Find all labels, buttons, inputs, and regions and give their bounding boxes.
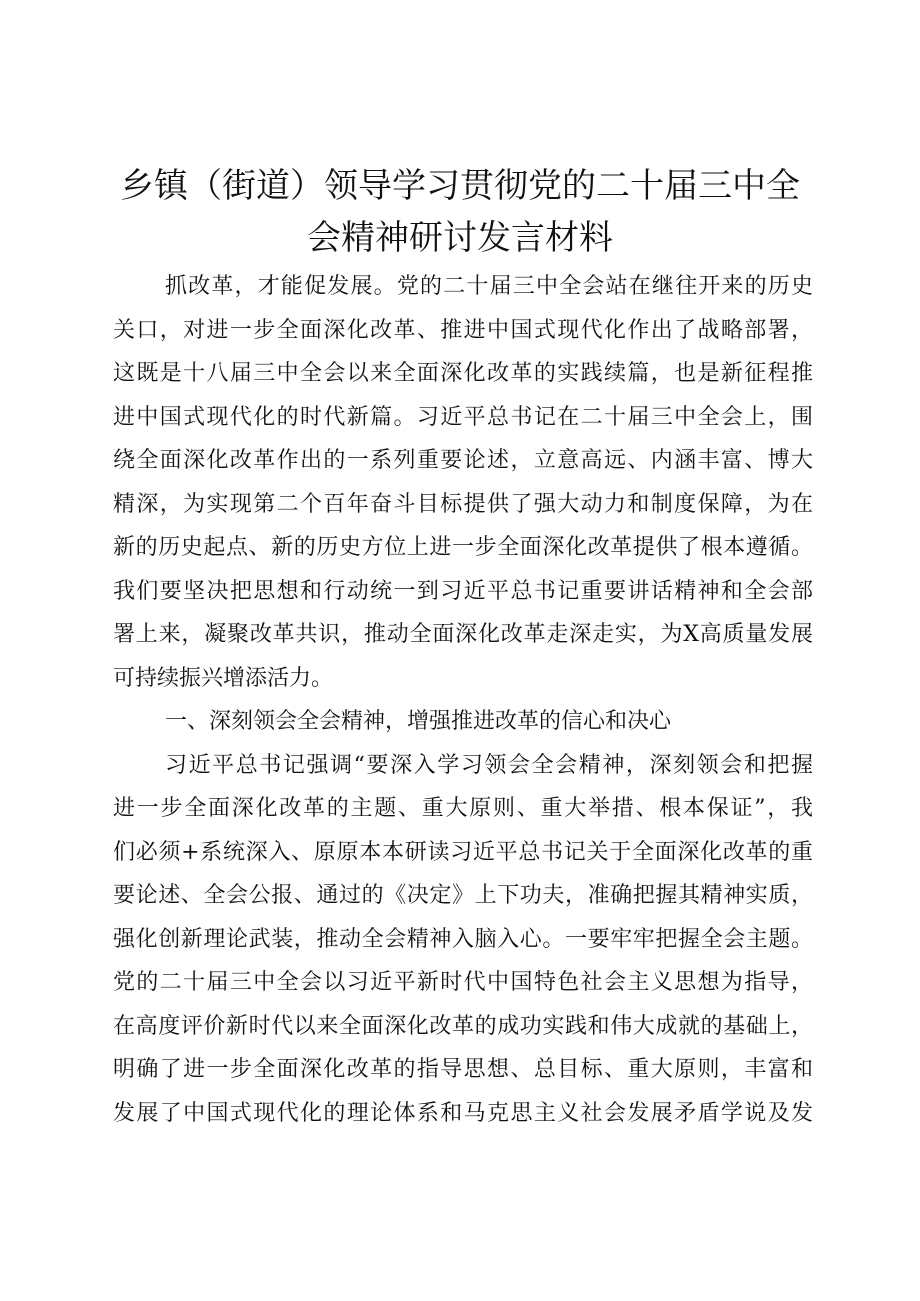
paragraph-1-line: 署上来，凝聚改革共识，推动全面深化改革走深走实，为X高质量发展 (113, 622, 813, 647)
paragraph-1-line: 新的历史起点、新的历史方位上进一步全面深化改革提供了根本遵循。 (113, 535, 813, 560)
paragraph-1-line: 精深，为实现第二个百年奋斗目标提供了强大动力和制度保障，为在 (113, 492, 813, 517)
paragraph-2-line: 强化创新理论武装，推动全会精神入脑入心。一要牢牢把握全会主题。 (113, 927, 813, 952)
paragraph-2-line: 习近平总书记强调“要深入学习领会全会精神，深刻领会和把握 (165, 753, 813, 778)
paragraph-1-line: 抓改革，才能促发展。党的二十届三中全会站在继往开来的历史 (165, 274, 813, 299)
paragraph-2-line: 们必须+系统深入、原原本本研读习近平总书记关于全面深化改革的重 (113, 840, 813, 865)
document-title-line-1: 乡镇（街道）领导学习贯彻党的二十届三中全 (120, 166, 800, 206)
paragraph-2-line: 在高度评价新时代以来全面深化改革的成功实践和伟大成就的基础上， (113, 1014, 813, 1039)
paragraph-1-line: 进中国式现代化的时代新篇。习近平总书记在二十届三中全会上，围 (113, 405, 813, 430)
paragraph-1-line: 我们要坚决把思想和行动统一到习近平总书记重要讲话精神和全会部 (113, 579, 813, 604)
section-heading: 一、深刻领会全会精神，增强推进改革的信心和决心 (165, 709, 672, 734)
paragraph-2-line: 明确了进一步全面深化改革的指导思想、总目标、重大原则，丰富和 (113, 1057, 813, 1082)
paragraph-2-line: 要论述、全会公报、通过的《决定》上下功夫，准确把握其精神实质， (113, 883, 813, 908)
document-title-line-2: 会精神研讨发言材料 (307, 218, 613, 258)
paragraph-2-line: 进一步全面深化改革的主题、重大原则、重大举措、根本保证”，我 (113, 796, 813, 821)
paragraph-2-line: 党的二十届三中全会以习近平新时代中国特色社会主义思想为指导， (113, 970, 813, 995)
paragraph-1-line: 绕全面深化改革作出的一系列重要论述，立意高远、内涵丰富、博大 (113, 448, 813, 473)
paragraph-1-line: 关口，对进一步全面深化改革、推进中国式现代化作出了战略部署， (113, 318, 813, 343)
paragraph-2-line: 发展了中国式现代化的理论体系和马克思主义社会发展矛盾学说及发 (113, 1101, 813, 1126)
paragraph-1-line: 可持续振兴增添活力。 (113, 666, 334, 691)
paragraph-1-line: 这既是十八届三中全会以来全面深化改革的实践续篇，也是新征程推 (113, 361, 813, 386)
